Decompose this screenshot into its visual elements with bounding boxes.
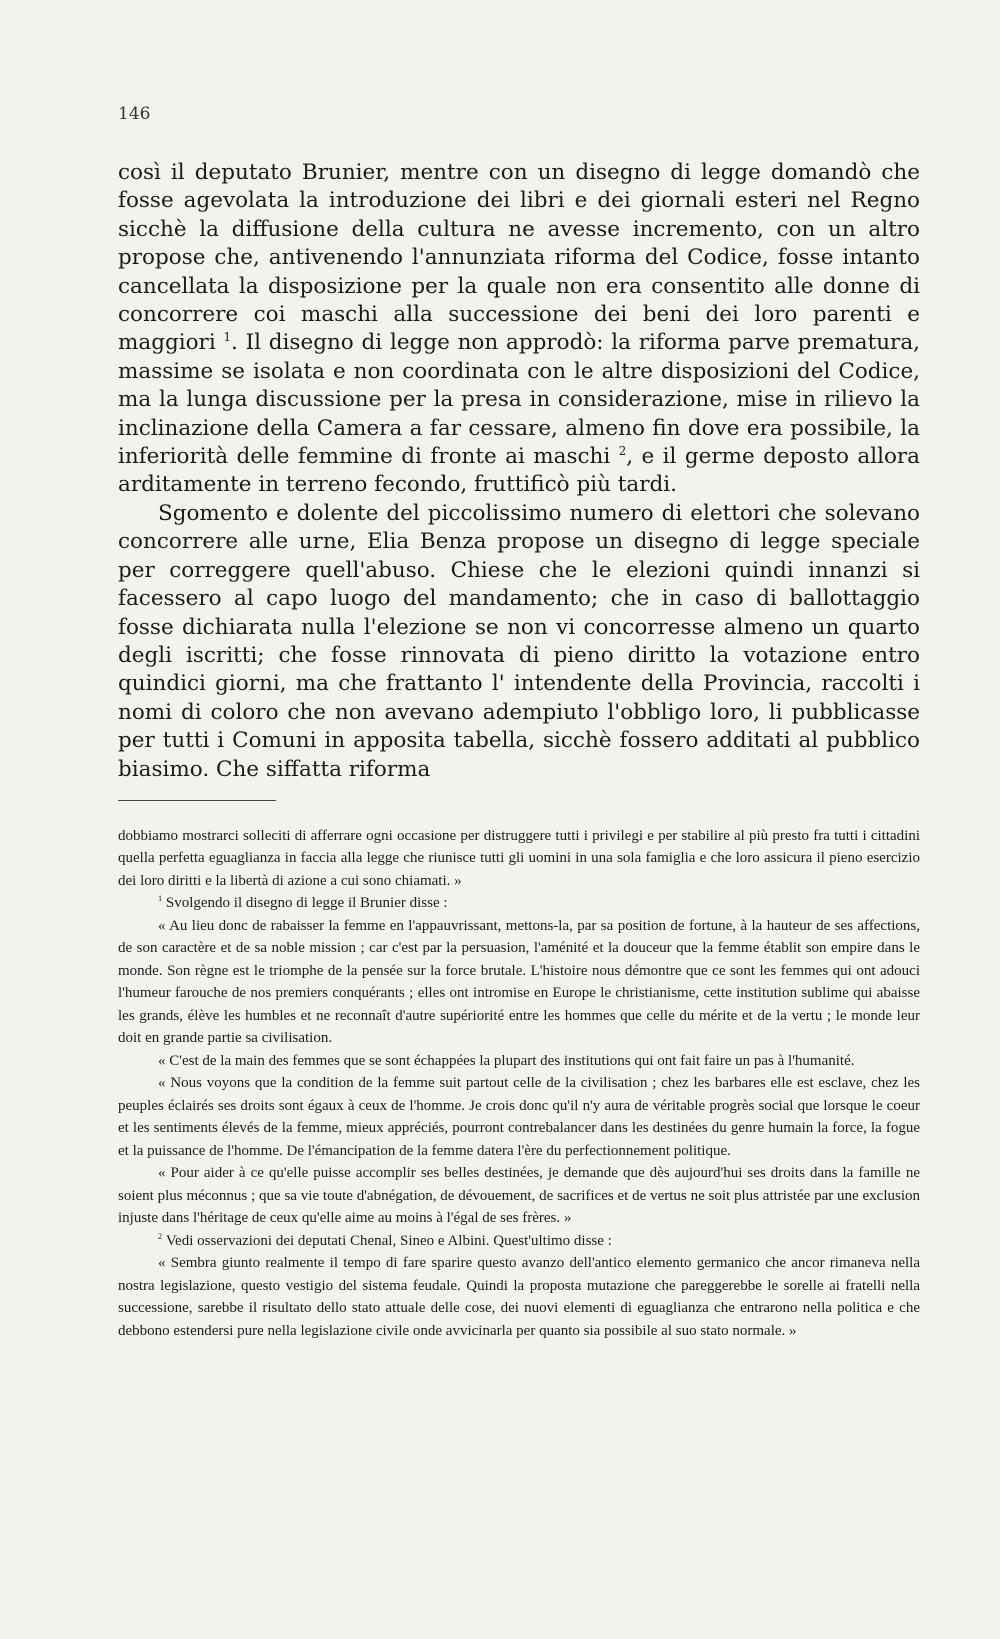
footnote-2-intro bbox=[118, 1230, 920, 1253]
paragraph-1-part-c: , e il germe deposto allora arditamente in terreno fecondo, fruttificò più tardi. bbox=[118, 444, 920, 498]
footnote-1-quote-1: « Au lieu donc de rabaisser la femme en l'appauvrissant, mettons-la, par sa position de fortune, à la hauteur de ses affections, de son caractère et de sa noble mission ; car c'est par la persuasion, l'aménité et la douceur que la femme établit son empire dans le monde. Son règne est le triomphe de la pensée sur la force brutale. L'histoire nous démontre que ce sont les femmes qui ont adouci l'humeur farouche de nos premiers conquérants ; elles ont intromise en Europe le christianisme, cette institution sublime qui abaisse les grands, élève les humbles et ne reconnaît d'autre supériorité entre les hommes que celle du mérite et de la vertu ; le monde leur doit en grande partie sa civilisation. bbox=[118, 917, 920, 1047]
footnote-ref-1: 1 bbox=[223, 330, 232, 345]
page-number: 146 bbox=[118, 104, 151, 124]
footnote-1-intro-text: Svolgendo il disegno di legge il Brunier disse : bbox=[165, 895, 448, 912]
footnote-1-quote-4: « Pour aider à ce qu'elle puisse accomplir ses belles destinées, je demande que dès aujourd'hui ses droits dans la famille ne soient plus méconnus ; que sa vie toute d'abnégation, de dévouement, de sacrifices et de vertus ne soit plus attristée par une exclusion injuste dans l'héritage de ceux qu'elle aime au moins à l'égal de ses frères. » bbox=[118, 1165, 920, 1227]
footnote-1-mark: 1 bbox=[158, 894, 163, 904]
paragraph-1 bbox=[118, 159, 920, 500]
footnote-1-quote-2: « C'est de la main des femmes que se sont échappées la plupart des institutions qui ont fait faire un pas à l'humanité. bbox=[158, 1052, 855, 1069]
footnote-1-quote-3: « Nous voyons que la condition de la femme suit partout celle de la civilisation ; chez les barbares elle est esclave, chez les peuples éclairés ses droits sont égaux à ceux de l'homme. Je crois donc qu'il n'y aura de véritable progrès social que lorsque le coeur et les sentiments élevés de la femme, mieux appréciés, pourront contrebalancer dans les destinées du genre humain la force, la fogue et la puissance de l'homme. De l'émancipation de la femme datera l'ère du perfectionnement politique. bbox=[118, 1075, 920, 1159]
footnote-2-intro-text: Vedi osservazioni dei deputati Chenal, Sineo e Albini. Quest'ultimo disse : bbox=[165, 1232, 612, 1249]
footnote-1-intro bbox=[118, 892, 920, 915]
footnotes bbox=[118, 825, 920, 1343]
paragraph-1-part-b: . Il disegno di legge non approdò: la riforma parve prematura, massime se isolata e non coordinata con le altre disposizioni del Codice, ma la lunga discussione per la presa in considerazione, mise in rilievo la inclinazione della Camera a far cessare, almeno fin dove era possibile, la inferiorità delle femmine di fronte ai maschi bbox=[118, 330, 920, 470]
main-text bbox=[118, 159, 920, 784]
paragraph-1-part-a: così il deputato Brunier, mentre con un disegno di legge domandò che fosse agevolata la introduzione dei libri e dei giornali esteri nel Regno sicchè la diffusione della cultura ne avesse incremento, con un altro propose che, antivenendo l'annunziata riforma del Codice, fosse intanto cancellata la disposizione per la quale non era consentito alle donne di concorrere coi maschi alla successione dei beni dei loro parenti e maggiori bbox=[118, 160, 920, 356]
footnote-continuation: dobbiamo mostrarci solleciti di afferrare ogni occasione per distruggere tutti i privilegi e per stabilire al più presto fra tutti i cittadini quella perfetta eguaglianza in faccia alla legge che riunisce tutti gli uomini in una sola famiglia e che loro assicura il pieno esercizio dei loro diritti e la libertà di azione a cui sono chiamati. » bbox=[118, 827, 920, 889]
footnote-ref-2: 2 bbox=[618, 443, 627, 458]
footnote-2-quote-1: « Sembra giunto realmente il tempo di fare sparire questo avanzo dell'antico elemento germanico che ancor rimaneva nella nostra legislazione, questo vestigio del sistema feudale. Quindi la proposta mutazione che pareggerebbe le sorelle ai fratelli nella successione, sarebbe il risultato dello stato attuale delle cose, dei nuovi elementi di eguaglianza che entrarono nella politica e che debbono estendersi pure nella legislazione civile onde avvicinarla per quanto sia possibile al suo stato normale. » bbox=[118, 1255, 920, 1339]
footnote-divider bbox=[118, 800, 276, 801]
paragraph-2: Sgomento e dolente del piccolissimo numero di elettori che solevano concorrere alle urne, Elia Benza propose un disegno di legge speciale per correggere quell'abuso. Chiese che le elezioni quindi innanzi si facessero al capo luogo del mandamento; che in caso di ballottaggio fosse dichiarata nulla l'elezione se non vi concorresse almeno un quarto degli iscritti; che fosse rinnovata di pieno diritto la votazione entro quindici giorni, ma che frattanto l' intendente della Provincia, raccolti i nomi di coloro che non avevano adempiuto l'obbligo loro, li pubblicasse per tutti i Comuni in apposita tabella, sicchè fossero additati al pubblico biasimo. Che siffatta riforma bbox=[118, 500, 920, 782]
footnote-2-mark: 2 bbox=[158, 1231, 163, 1241]
